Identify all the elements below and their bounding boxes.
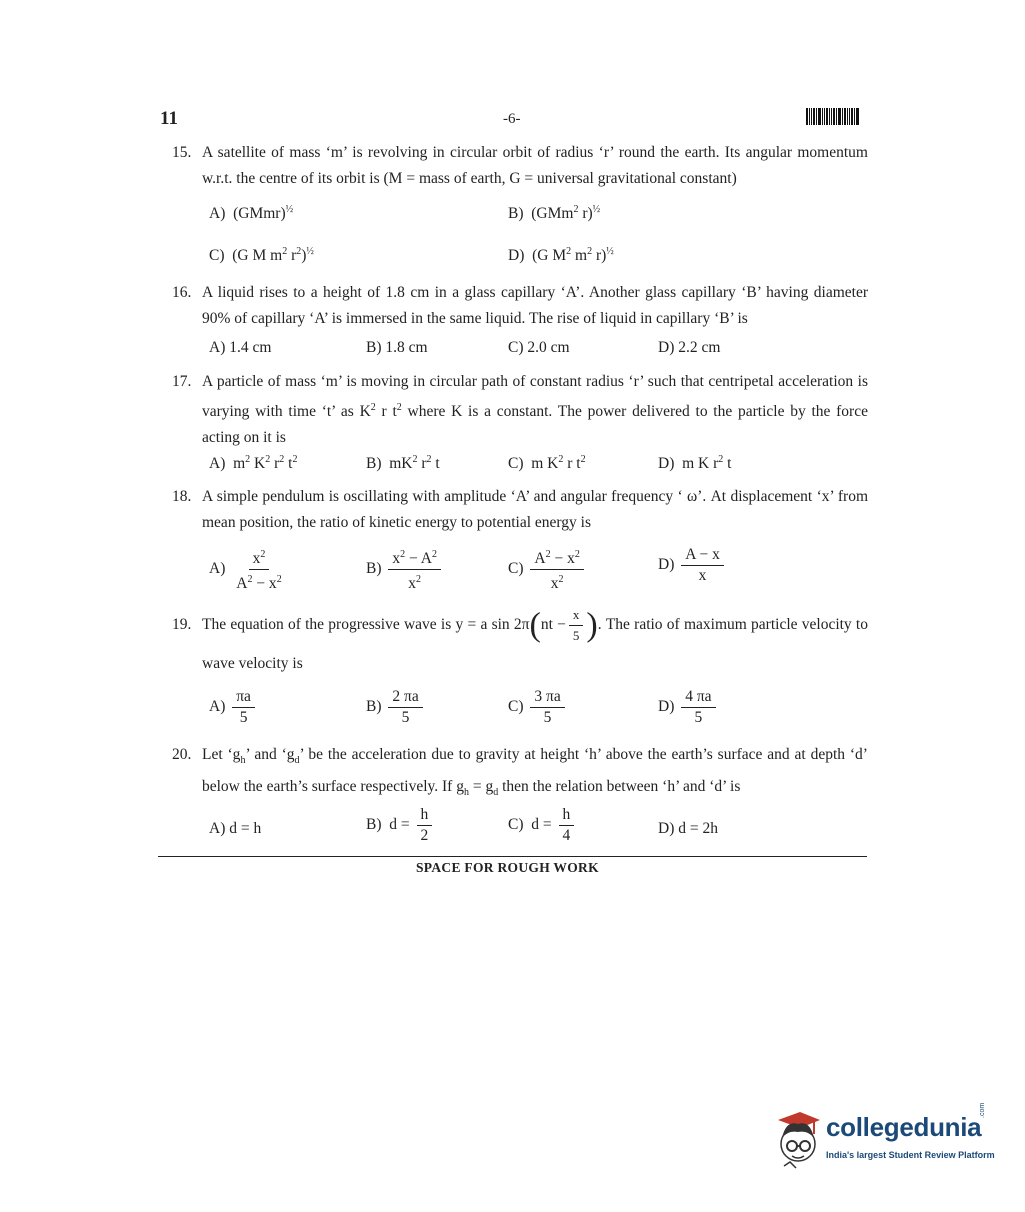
question-15 [172, 140, 868, 192]
option-20-a: A) d = h [209, 820, 262, 837]
option-19-b: B) $\frac{2 \pi a}{5}$ [366, 688, 426, 727]
option-17-b: B) $mK^2$ $r^2$ t [366, 454, 440, 473]
collegedunia-logo [768, 1102, 995, 1170]
question-20 [172, 742, 868, 806]
option-17-a: A) $m^2$ $K^2$ $r^2$ $t^2$ [209, 454, 298, 473]
mascot-icon [768, 1106, 824, 1170]
option-17-c: C) m $K^2$ r $t^2$ [508, 454, 586, 473]
option-16-d: D) 2.2 cm [658, 339, 721, 356]
divider-line [158, 856, 867, 857]
option-20-b: B) d = $\frac{h}{2}$ [366, 806, 435, 845]
question-number: 19. [172, 616, 192, 633]
question-number: 18. [172, 488, 192, 505]
option-17-d: D) m K $r^2$ t [658, 454, 732, 473]
barcode [806, 108, 866, 125]
option-19-c: C) $\frac{3 \pi a}{5}$ [508, 688, 568, 727]
option-15-a: A) (GMmr)$^{\frac{1}{2}}$ [209, 204, 294, 223]
option-18-c: C) $\frac{A^2 - x^2}{x^2}$ [508, 546, 587, 593]
logo-suffix: .com [979, 1102, 986, 1118]
question-number: 20. [172, 746, 192, 763]
option-16-b: B) 1.8 cm [366, 339, 428, 356]
option-18-d: D) $\frac{A - x}{x}$ [658, 546, 727, 585]
logo-tagline: India's largest Student Review Platform [826, 1150, 995, 1160]
option-20-d: D) d = 2h [658, 820, 718, 837]
question-number: 16. [172, 284, 192, 301]
question-text: A satellite of mass ‘m’ is revolving in circular orbit of radius ‘r’ round the earth. Its angular momentum w.r.t. the centre of its orbit is (M = mass of earth, G = universal gravitational constant) [202, 144, 868, 187]
question-18 [172, 484, 868, 536]
rough-work-label: SPACE FOR ROUGH WORK [416, 860, 599, 875]
option-15-b: B) (GMm$^2$ r)$^{\frac{1}{2}}$ [508, 204, 601, 223]
question-text: A liquid rises to a height of 1.8 cm in a glass capillary ‘A’. Another glass capillary ‘B’ having diameter 90% of capillary ‘A’ is immersed in the same liquid. The rise of liquid in capillary ‘B’ is [202, 284, 868, 327]
option-16-c: C) 2.0 cm [508, 339, 570, 356]
option-18-b: B) $\frac{x^2 - A^2}{x^2}$ [366, 546, 444, 593]
question-number: 15. [172, 144, 192, 161]
option-19-d: D) $\frac{4 \pi a}{5}$ [658, 688, 719, 727]
logo-name: collegedunia [826, 1112, 982, 1142]
question-text: A particle of mass ‘m’ is moving in circular path of constant radius ‘r’ such that centripetal acceleration is varying with time ‘t’ as $K^2$ r $t^2$ where K is a constant. The power delivered to the particle by the force acting on it is [202, 373, 868, 447]
question-17 [172, 369, 868, 451]
question-text: A simple pendulum is oscillating with amplitude ‘A’ and angular frequency ‘ ω’. At displacement ‘x’ from mean position, the ratio of kinetic energy to potential energy is [202, 488, 868, 531]
question-text: Let ‘$g_h$’ and ‘$g_d$’ be the acceleration due to gravity at height ‘h’ above the earth’s surface and at depth ‘d’ below the earth’s surface respectively. If $g_h = g_d$ then the relation between ‘h’ and ‘d’ is [202, 746, 868, 799]
question-text: The equation of the progressive wave is y = a sin 2π(nt − $\frac{x}{5}$ ). The ratio of maximum particle velocity to wave velocity is [202, 606, 868, 672]
option-19-a: A) $\frac{\pi a}{5}$ [209, 688, 258, 727]
question-number: 17. [172, 373, 192, 390]
option-16-a: A) 1.4 cm [209, 339, 272, 356]
option-15-c: C) (G M $m^2$ $r^2)^{\frac{1}{2}}$ [209, 246, 314, 265]
page-label: -6- [503, 111, 521, 127]
option-18-a: A) $\frac{x^2}{A^2 - x^2}$ [209, 546, 289, 593]
page-number: 11 [160, 108, 178, 129]
question-16 [172, 280, 868, 332]
question-19 [172, 606, 868, 683]
option-15-d: D) (G $M^2$ $m^2$ r)$^{\frac{1}{2}}$ [508, 246, 614, 265]
option-20-c: C) d = $\frac{h}{4}$ [508, 806, 577, 845]
